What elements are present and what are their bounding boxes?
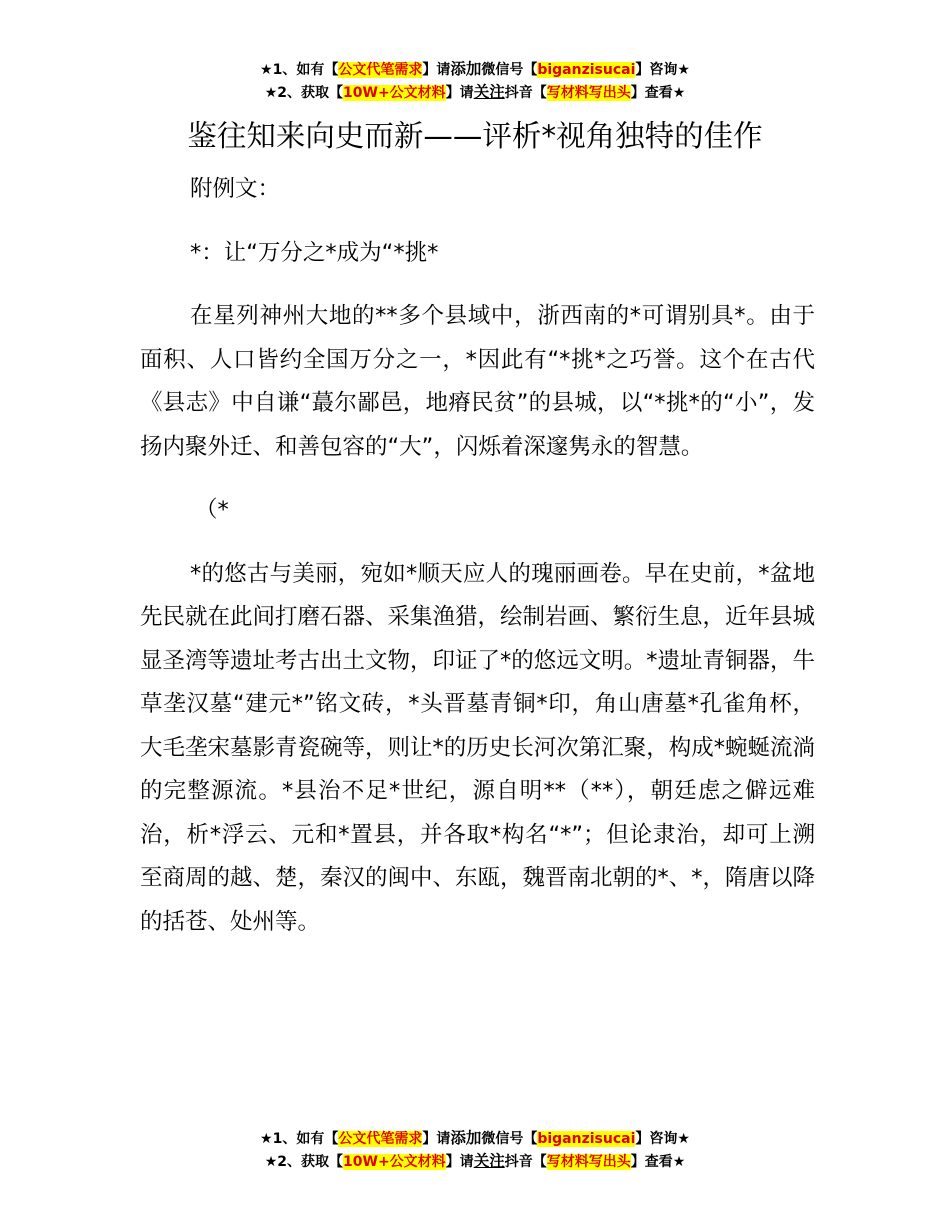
promo-text: 】请	[422, 1131, 451, 1147]
paragraph-section-heading: （*	[195, 497, 229, 523]
promo-text: 】请	[422, 62, 451, 78]
promo-text: 抖音【	[504, 85, 547, 101]
paragraph-body: 在星列神州大地的**多个县域中，浙西南的*可谓别具*。由于面积、人口皆约全国万分之一，*因此有“*挑*之巧誉。这个在古代《县志》中自谦“蕞尔鄙邑，地瘠民贫”的县城，以“*挑*的“小”，发扬内聚外迁、和善包容的“大”，闪烁着深邃隽永的智慧。	[140, 303, 815, 460]
document-title: 鉴往知来向史而新——评析*视角独特的佳作	[187, 119, 763, 153]
promo-banner-top	[0, 58, 950, 104]
promo-text: 抖音【	[504, 1154, 547, 1170]
promo-highlight: 公文代笔需求	[338, 62, 423, 78]
promo-emphasis: 添加	[450, 1129, 482, 1147]
promo-text: 】咨询★	[635, 62, 690, 78]
promo-text: 】查看★	[630, 1154, 686, 1170]
promo-wechat-id: biganzisucai	[537, 62, 636, 78]
document-body	[140, 168, 815, 944]
promo-text: ★2、获取【	[264, 85, 344, 101]
promo-wechat-id: biganzisucai	[537, 1131, 636, 1147]
promo-text: 】请	[445, 85, 474, 101]
promo-text: ★2、获取【	[264, 1154, 344, 1170]
promo-line-1	[0, 1127, 950, 1150]
promo-text: 微信号【	[481, 1131, 538, 1147]
paragraph-body: *的悠古与美丽，宛如*顺天应人的瑰丽画卷。早在史前，*盆地先民就在此间打磨石器、采集渔猎，绘制岩画、繁衍生息，近年县城显圣湾等遗址考古出土文物，印证了*的悠远文明。*遗址青铜器，牛草垄汉墓“建元*”铭文砖，*头晋墓青铜*印，角山唐墓*孔雀角杯，大毛垄宋墓影青瓷碗等，则让*的历史长河次第汇聚，构成*蜿蜒流淌的完整源流。*县治不足*世纪，源自明**（**），朝廷虑之僻远难治，析*浮云、元和*置县，并各取*构名“*”；但论隶治，却可上溯至商周的越、楚，秦汉的闽中、东瓯，魏晋南北朝的*、*，隋唐以降的括苍、处州等。	[140, 560, 816, 935]
promo-text: 微信号【	[481, 62, 538, 78]
promo-text: 】咨询★	[635, 1131, 690, 1147]
promo-emphasis: 关注	[473, 1152, 505, 1170]
promo-banner-bottom	[0, 1127, 950, 1173]
promo-highlight: 写材料写出头	[546, 85, 631, 101]
promo-emphasis: 关注	[473, 83, 505, 101]
paragraph-subtitle: *：让“万分之*成为“*挑*	[190, 239, 439, 266]
promo-highlight: 公文代笔需求	[338, 1131, 423, 1147]
promo-line-2	[0, 1150, 950, 1173]
paragraph-intro: 附例文：	[190, 176, 281, 202]
promo-text: ★1、如有【	[260, 1131, 339, 1147]
promo-line-1	[0, 58, 950, 81]
promo-highlight: 写材料写出头	[546, 1154, 631, 1170]
promo-highlight: 10W+公文材料	[343, 1154, 446, 1170]
promo-text: ★1、如有【	[260, 62, 339, 78]
promo-emphasis: 添加	[450, 60, 482, 78]
promo-text: 】查看★	[630, 85, 686, 101]
promo-text: 】请	[445, 1154, 474, 1170]
promo-highlight: 10W+公文材料	[343, 85, 446, 101]
promo-line-2	[0, 81, 950, 104]
